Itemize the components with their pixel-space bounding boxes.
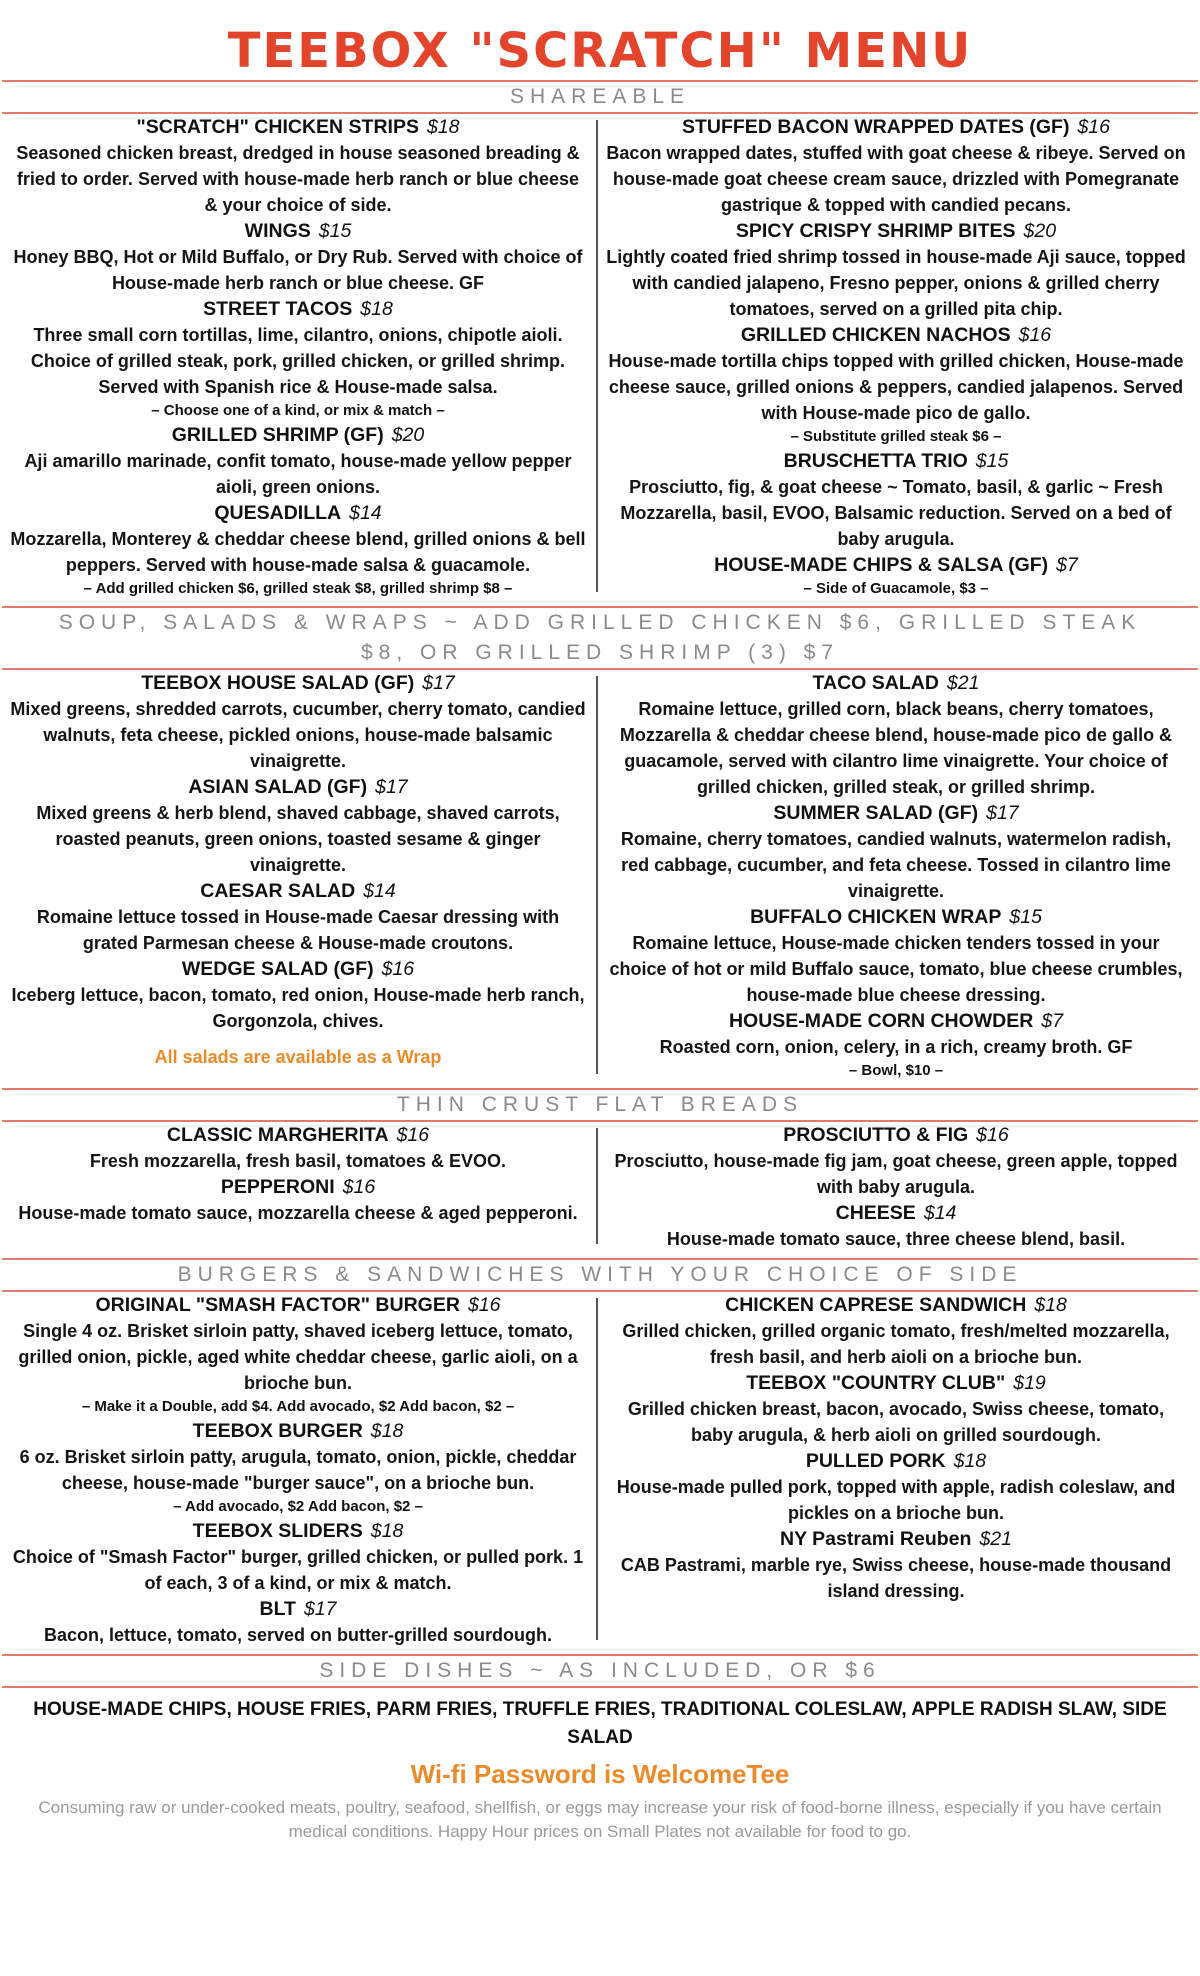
menu-item-description: Seasoned chicken breast, dredged in house seasoned breading & fried to order. Served with house-made herb ranch or blue cheese & your choice of side. (16, 143, 580, 215)
menu-item-description: House-made tortilla chips topped with grilled chicken, House-made cheese sauce, grilled onions & peppers, candied jalapenos. Served with House-made pico de gallo. (608, 351, 1184, 423)
menu-item-heading (606, 1008, 1186, 1034)
menu-item-description: Mixed greens & herb blend, shaved cabbage, shaved carrots, roasted peanuts, green onions, toasted sesame & ginger vinaigrette. (36, 803, 560, 875)
menu-item-heading (606, 670, 1186, 696)
menu-item (606, 218, 1186, 322)
menu-item-price: $16 (976, 1124, 1009, 1146)
menu-item-name: STREET TACOS (203, 298, 353, 320)
salads-right-column (598, 670, 1194, 1082)
menu-item-description: Mixed greens, shredded carrots, cucumber, cherry tomato, candied walnuts, feta cheese, pickled onions, house-made balsamic vinaigrette. (10, 699, 586, 771)
section-header-flatbreads: THIN CRUST FLAT BREADS (2, 1088, 1198, 1122)
menu-item-price: $17 (986, 802, 1019, 824)
menu-item (606, 448, 1186, 552)
menu-item-heading (8, 956, 588, 982)
menu-item-name: TEEBOX HOUSE SALAD (GF) (141, 672, 415, 694)
menu-item-heading (606, 904, 1186, 930)
menu-item-description: Roasted corn, onion, celery, in a rich, creamy broth. GF (659, 1037, 1133, 1057)
menu-item-price: $18 (360, 298, 393, 320)
menu-item-name: SPICY CRISPY SHRIMP BITES (735, 220, 1016, 242)
menu-item-note: – Substitute grilled steak $6 – (790, 428, 1002, 445)
section-header-burgers: BURGERS & SANDWICHES WITH YOUR CHOICE OF SIDE (2, 1258, 1198, 1292)
menu-item (8, 1518, 588, 1596)
menu-item-description: Mozzarella, Monterey & cheddar cheese blend, grilled onions & bell peppers. Served with house-made salsa & guacamole. (10, 529, 586, 575)
menu-item-price: $17 (375, 776, 408, 798)
menu-item-name: HOUSE-MADE CORN CHOWDER (728, 1010, 1034, 1032)
menu-item-note: – Side of Guacamole, $3 – (803, 580, 989, 597)
menu-item-description: 6 oz. Brisket sirloin patty, arugula, tomato, onion, pickle, cheddar cheese, house-made "burger sauce", on a brioche bun. (19, 1447, 577, 1493)
menu-item-price: $14 (923, 1202, 957, 1224)
menu-item-price: $18 (953, 1450, 987, 1472)
menu-item-description: House-made pulled pork, topped with apple, radish coleslaw, and pickles on a brioche bun. (616, 1477, 1176, 1523)
menu-item-name: CHICKEN CAPRESE SANDWICH (725, 1294, 1027, 1316)
menu-item (606, 1200, 1186, 1252)
menu-item-price: $20 (391, 424, 425, 446)
menu-item-description: Prosciutto, fig, & goat cheese ~ Tomato, basil, & garlic ~ Fresh Mozzarella, basil, EVOO, Balsamic reduction. Served on a bed of baby arugula. (620, 477, 1172, 549)
menu-item-description: CAB Pastrami, marble rye, Swiss cheese, house-made thousand island dressing. (620, 1555, 1172, 1601)
menu-item-description: Bacon, lettuce, tomato, served on butter-grilled sourdough. (43, 1625, 553, 1645)
menu-item-description: Prosciutto, house-made fig jam, goat cheese, green apple, topped with baby arugula. (614, 1151, 1178, 1197)
menu-item-price: $20 (1023, 220, 1057, 242)
menu-item-heading (606, 322, 1186, 348)
menu-item (606, 114, 1186, 218)
sides-list: HOUSE-MADE CHIPS, HOUSE FRIES, PARM FRIES, TRUFFLE FRIES, TRADITIONAL COLESLAW, APPLE RADISH SLAW, SIDE SALAD (33, 1699, 1167, 1748)
menu-item-description: Romaine, cherry tomatoes, candied walnuts, watermelon radish, red cabbage, cucumber, and feta cheese. Tossed in cilantro lime vinaigrette. (620, 829, 1172, 901)
menu-item-heading (606, 448, 1186, 474)
menu-item-heading (606, 552, 1186, 578)
menu-item-price: $14 (349, 502, 382, 524)
menu-item-heading (8, 774, 588, 800)
menu-item-name: TEEBOX BURGER (192, 1420, 363, 1442)
menu-item-name: PULLED PORK (805, 1450, 946, 1472)
menu-item (8, 1418, 588, 1518)
menu-item-price: $14 (363, 880, 396, 902)
flatbreads-left-column (0, 1122, 596, 1252)
menu-item-price: $16 (342, 1176, 376, 1198)
menu-item-name: CLASSIC MARGHERITA (166, 1124, 389, 1146)
menu-item (606, 904, 1186, 1008)
menu-item-description: Iceberg lettuce, bacon, tomato, red onion, House-made herb ranch, Gorgonzola, chives. (11, 985, 585, 1031)
salads-columns (0, 670, 1200, 1082)
menu-item-heading (8, 878, 588, 904)
burgers-right-column (598, 1292, 1194, 1648)
menu-item-heading (8, 500, 588, 526)
menu-item (8, 1122, 588, 1174)
menu-item-heading (8, 218, 588, 244)
menu-item-description: House-made tomato sauce, three cheese blend, basil. (666, 1229, 1126, 1249)
menu-item-name: BUFFALO CHICKEN WRAP (750, 906, 1002, 928)
menu-item-heading (606, 1526, 1186, 1552)
menu-item-price: $19 (1013, 1372, 1046, 1394)
menu-item (8, 956, 588, 1034)
flatbreads-columns (0, 1122, 1200, 1252)
menu-item-name: SUMMER SALAD (GF) (773, 802, 979, 824)
menu-item (8, 296, 588, 422)
menu-item-price: $15 (975, 450, 1009, 472)
menu-item-name: WINGS (244, 220, 311, 242)
menu-item-price: $15 (318, 220, 352, 242)
menu-item-heading (606, 1448, 1186, 1474)
menu-item (8, 218, 588, 296)
menu-item-description: Grilled chicken, grilled organic tomato, fresh/melted mozzarella, fresh basil, and herb aioli on a brioche bun. (622, 1321, 1170, 1367)
menu-item (606, 322, 1186, 448)
menu-item (606, 1292, 1186, 1370)
menu-item-price: $16 (1018, 324, 1052, 346)
menu-item-price: $17 (422, 672, 455, 694)
menu-item-description: Romaine lettuce, grilled corn, black beans, cherry tomatoes, Mozzarella & cheddar cheese blend, house-made pico de gallo & guacamole, served with cilantro lime vinaigrette. Your choice of grilled chicken, grilled steak, or grilled shrimp. (619, 699, 1173, 797)
menu-item-note: – Add avocado, $2 Add bacon, $2 – (173, 1498, 423, 1515)
menu-item-description: Fresh mozzarella, fresh basil, tomatoes & EVOO. (89, 1151, 507, 1171)
menu-item-price: $7 (1056, 554, 1078, 576)
menu-item (606, 1448, 1186, 1526)
salads-left-column (0, 670, 596, 1082)
shareable-columns (0, 114, 1200, 600)
menu-item (8, 500, 588, 600)
menu-item-description: Romaine lettuce, House-made chicken tenders tossed in your choice of hot or mild Buffalo sauce, tomato, blue cheese crumbles, house-made blue cheese dressing. (609, 933, 1183, 1005)
menu-item-description: Choice of "Smash Factor" burger, grilled chicken, or pulled pork. 1 of each, 3 of a kind, or mix & match. (12, 1547, 584, 1593)
menu-item-price: $16 (467, 1294, 501, 1316)
menu-item-description: Lightly coated fried shrimp tossed in house-made Aji sauce, topped with candied jalapeno, Fresno pepper, onions & grilled cherry tomatoes, served on a grilled pita chip. (606, 247, 1186, 319)
food-safety-disclaimer: Consuming raw or under-cooked meats, poultry, seafood, shellfish, or eggs may increase your risk of food-borne illness, especially if you have certain medical conditions. Happy Hour prices on Small Plates not available for food to go. (38, 1798, 1162, 1841)
menu-item-heading (606, 800, 1186, 826)
menu-item-description: Single 4 oz. Brisket sirloin patty, shaved iceberg lettuce, tomato, grilled onion, pickle, aged white cheddar cheese, garlic aioli, on a brioche bun. (18, 1321, 578, 1393)
section-header-sides: SIDE DISHES ~ AS INCLUDED, OR $6 (2, 1654, 1198, 1688)
menu-item (8, 1174, 588, 1226)
menu-item-name: GRILLED SHRIMP (GF) (171, 424, 384, 446)
menu-item-name: WEDGE SALAD (GF) (181, 958, 374, 980)
menu-item-name: ASIAN SALAD (GF) (188, 776, 368, 798)
menu-item-heading (606, 1370, 1186, 1396)
burgers-left-column (0, 1292, 596, 1648)
menu-item-note: – Add grilled chicken $6, grilled steak $8, grilled shrimp $8 – (83, 580, 513, 597)
menu-item (606, 1526, 1186, 1604)
menu-item-name: TACO SALAD (812, 672, 939, 694)
menu-item-heading (8, 670, 588, 696)
menu-item (8, 878, 588, 956)
section-header-shareable: SHAREABLE (2, 80, 1198, 114)
menu-item-name: CAESAR SALAD (200, 880, 356, 902)
menu-item-heading (606, 1122, 1186, 1148)
menu-item-heading (8, 114, 588, 140)
menu-item-price: $17 (303, 1598, 337, 1620)
menu-item-name: PEPPERONI (220, 1176, 335, 1198)
menu-item-price: $16 (396, 1124, 430, 1146)
wrap-note: All salads are available as a Wrap (154, 1047, 442, 1067)
menu-item-note: – Make it a Double, add $4. Add avocado, $2 Add bacon, $2 – (81, 1398, 515, 1415)
menu-item-name: GRILLED CHICKEN NACHOS (740, 324, 1011, 346)
menu-item-note: – Choose one of a kind, or mix & match – (151, 402, 445, 419)
menu-title: TEEBOX "SCRATCH" MENU (227, 23, 973, 79)
menu-item (606, 1008, 1186, 1082)
menu-item-price: $18 (426, 116, 460, 138)
menu-item-heading (8, 1122, 588, 1148)
menu-item-name: NY Pastrami Reuben (779, 1528, 972, 1550)
menu-item-name: ORIGINAL "SMASH FACTOR" BURGER (95, 1294, 460, 1316)
menu-item (8, 1292, 588, 1418)
menu-item-name: HOUSE-MADE CHIPS & SALSA (GF) (714, 554, 1049, 576)
menu-item-heading (606, 1200, 1186, 1226)
section-header-salads: SOUP, SALADS & WRAPS ~ ADD GRILLED CHICKEN $6, GRILLED STEAK $8, OR GRILLED SHRIMP (3) $7 (2, 606, 1198, 670)
menu-item-heading (8, 422, 588, 448)
menu-item (606, 670, 1186, 800)
menu-item-description: Romaine lettuce tossed in House-made Caesar dressing with grated Parmesan cheese & House-made croutons. (36, 907, 560, 953)
salads-left-list (8, 670, 588, 1034)
menu-item-price: $18 (370, 1520, 404, 1542)
wifi-password: Wi-fi Password is WelcomeTee (410, 1759, 790, 1789)
menu-item (8, 774, 588, 878)
menu-item-name: QUESADILLA (214, 502, 342, 524)
menu-item-description: Three small corn tortillas, lime, cilantro, onions, chipotle aioli. Choice of grilled steak, pork, grilled chicken, or grilled shrimp. Served with Spanish rice & House-made salsa. (30, 325, 566, 397)
menu-item-price: $16 (1077, 116, 1110, 138)
flatbreads-right-column (598, 1122, 1194, 1252)
menu-item-name: TEEBOX "COUNTRY CLUB" (746, 1372, 1006, 1394)
menu-item-price: $21 (946, 672, 980, 694)
menu-item-name: "SCRATCH" CHICKEN STRIPS (136, 116, 419, 138)
menu-item-price: $7 (1041, 1010, 1064, 1032)
menu-item-name: BRUSCHETTA TRIO (783, 450, 968, 472)
menu-item-note: – Bowl, $10 – (848, 1062, 944, 1079)
menu-item-name: CHEESE (835, 1202, 916, 1224)
menu-item (606, 552, 1186, 600)
menu-item (8, 1596, 588, 1648)
menu-item-price: $18 (1034, 1294, 1067, 1316)
menu-item-heading (8, 1292, 588, 1318)
menu-item-description: Bacon wrapped dates, stuffed with goat cheese & ribeye. Served on house-made goat cheese cream sauce, drizzled with Pomegranate gastrique & topped with candied pecans. (606, 143, 1186, 215)
shareable-left-column (0, 114, 596, 600)
menu-item-price: $21 (979, 1528, 1012, 1550)
menu-item-heading (606, 1292, 1186, 1318)
shareable-right-column (598, 114, 1194, 600)
menu-item-price: $16 (381, 958, 415, 980)
menu-item-description: House-made tomato sauce, mozzarella cheese & aged pepperoni. (18, 1203, 578, 1223)
menu-item-price: $15 (1009, 906, 1042, 928)
menu-item-heading (8, 1596, 588, 1622)
menu-item-heading (606, 218, 1186, 244)
menu-item (606, 1370, 1186, 1448)
menu-item (606, 1122, 1186, 1200)
menu-item-price: $18 (370, 1420, 404, 1442)
menu-item-heading (606, 114, 1186, 140)
menu-item-name: STUFFED BACON WRAPPED DATES (GF) (681, 116, 1070, 138)
menu-item-name: PROSCIUTTO & FIG (783, 1124, 969, 1146)
menu-item-heading (8, 1518, 588, 1544)
menu-item-heading (8, 1418, 588, 1444)
menu-item-description: Honey BBQ, Hot or Mild Buffalo, or Dry Rub. Served with choice of House-made herb ranch or blue cheese. GF (13, 247, 583, 293)
menu-item-description: Grilled chicken breast, bacon, avocado, Swiss cheese, tomato, baby arugula, & herb aioli on grilled sourdough. (627, 1399, 1165, 1445)
menu-item-name: BLT (259, 1598, 296, 1620)
menu-item (606, 800, 1186, 904)
menu-item (8, 422, 588, 500)
menu-item-name: TEEBOX SLIDERS (192, 1520, 363, 1542)
menu-item (8, 670, 588, 774)
menu-item (8, 114, 588, 218)
burgers-columns (0, 1292, 1200, 1648)
menu-item-heading (8, 296, 588, 322)
menu-item-heading (8, 1174, 588, 1200)
menu-item-description: Aji amarillo marinade, confit tomato, house-made yellow pepper aioli, green onions. (24, 451, 572, 497)
